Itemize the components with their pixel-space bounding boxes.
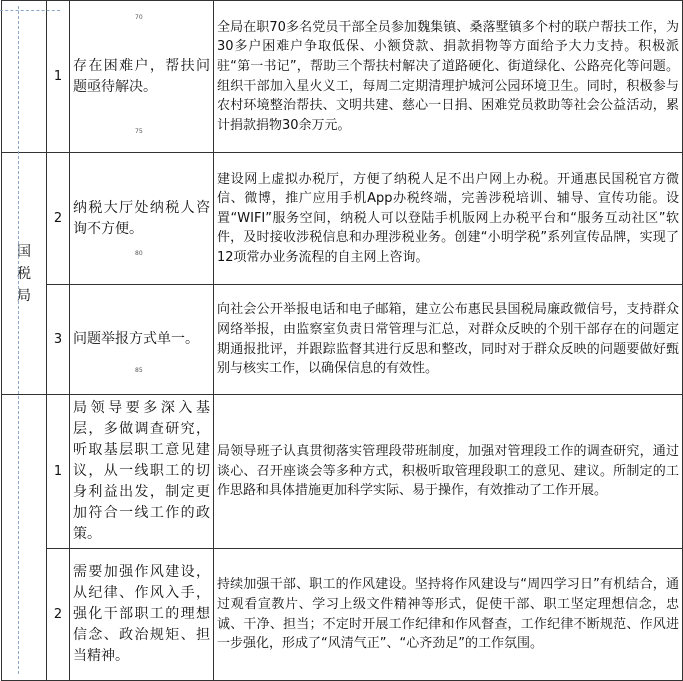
margin-guide-line — [18, 6, 19, 674]
row-number: 3 — [47, 285, 70, 395]
measure-cell: 局领导班子认真贯彻落实管理段带班制度，加强对管理段工作的调查研究，通过谈心、召开座谈会等多种方式，积极听取管理段职工的意见、建议。所制定的工作思路和具体措施更加科学实际、易于操作，有效推动了工作开展。 — [214, 395, 683, 549]
rectification-table — [1, 0, 683, 681]
measure-cell: 全局在职70多名党员干部全员参加魏集镇、桑落墅镇多个村的联户帮扶工作，为30多户困难户争取低保、小额贷款、捐款捐物等方面给予大力支持。积极派驻“第一书记”，帮助三个帮扶村解决了道路硬化、街道绿化、公路亮化等问题。组织干部加入星火义工，每周二定期清理护城河公园环境卫生。同时，积极参与农村环境整治帮扶、文明共建、慈心一日捐、困难党员救助等社会公益活动，累计捐款捐物30余万元。 — [214, 1, 683, 153]
unit-cell-tax-bureau: 国税局 — [2, 153, 47, 395]
measure-cell: 建设网上虚拟办税厅，方便了纳税人足不出户网上办税。开通惠民国税官方微信、微博，推广应用手机App办税终端，完善涉税培训、辅导、宣传功能。设置“WIFI”服务空间，纳税人可以登陆手机版网上办税平台和“服务互动社区”软件，及时接收涉税信息和办理涉税业务。创建“小明学税”系列宣传品牌，实现了12项常办业务流程的自主网上咨询。 — [214, 153, 683, 285]
table-row — [2, 549, 683, 681]
row-number: 1 — [47, 1, 70, 153]
issue-cell: 纳税大厅处纳税人咨询不方便。 — [70, 153, 214, 285]
unit-cell — [2, 395, 47, 681]
page-mark: 70 — [135, 14, 143, 21]
page-mark: 75 — [135, 128, 143, 135]
measure-cell: 向社会公开举报电话和电子邮箱，建立公布惠民县国税局廉政微信号，支持群众网络举报，由监察室负责日常管理与汇总，对群众反映的个别干部存在的问题定期通报批评，并跟踪监督其进行反思和整改，同时对于群众反映的问题要做好甄别与核实工作，以确保信息的有效性。 — [214, 285, 683, 395]
issue-cell: 局领导要多深入基层，多做调查研究，听取基层职工意见建议，从一线职工的切身利益出发，制定更加符合一线工作的政策。 — [70, 395, 214, 549]
issue-cell: 需要加强作风建设，从纪律、作风入手，强化干部职工的理想信念、政治规矩、担当精神。 — [70, 549, 214, 681]
page-mark: 80 — [135, 250, 143, 257]
row-number: 2 — [47, 549, 70, 681]
table-row — [2, 1, 683, 153]
table-row — [2, 285, 683, 395]
unit-cell — [2, 1, 47, 153]
issue-cell: 存在困难户，帮扶问题亟待解决。 — [70, 1, 214, 153]
table-row — [2, 153, 683, 285]
issue-cell: 问题举报方式单一。 — [70, 285, 214, 395]
table-row — [2, 395, 683, 549]
page-mark: 85 — [135, 367, 143, 374]
row-number: 2 — [47, 153, 70, 285]
measure-cell: 持续加强干部、职工的作风建设。坚持将作风建设与“周四学习日”有机结合，通过观看宣教片、学习上级文件精神等形式，促使干部、职工坚定理想信念，忠诚、干净、担当；不定时开展工作纪律和作风督查，工作纪律不断规范、作风进一步强化，形成了“风清气正”、“心齐劲足”的工作氛围。 — [214, 549, 683, 681]
row-number: 1 — [47, 395, 70, 549]
margin-guide-line — [0, 10, 60, 11]
